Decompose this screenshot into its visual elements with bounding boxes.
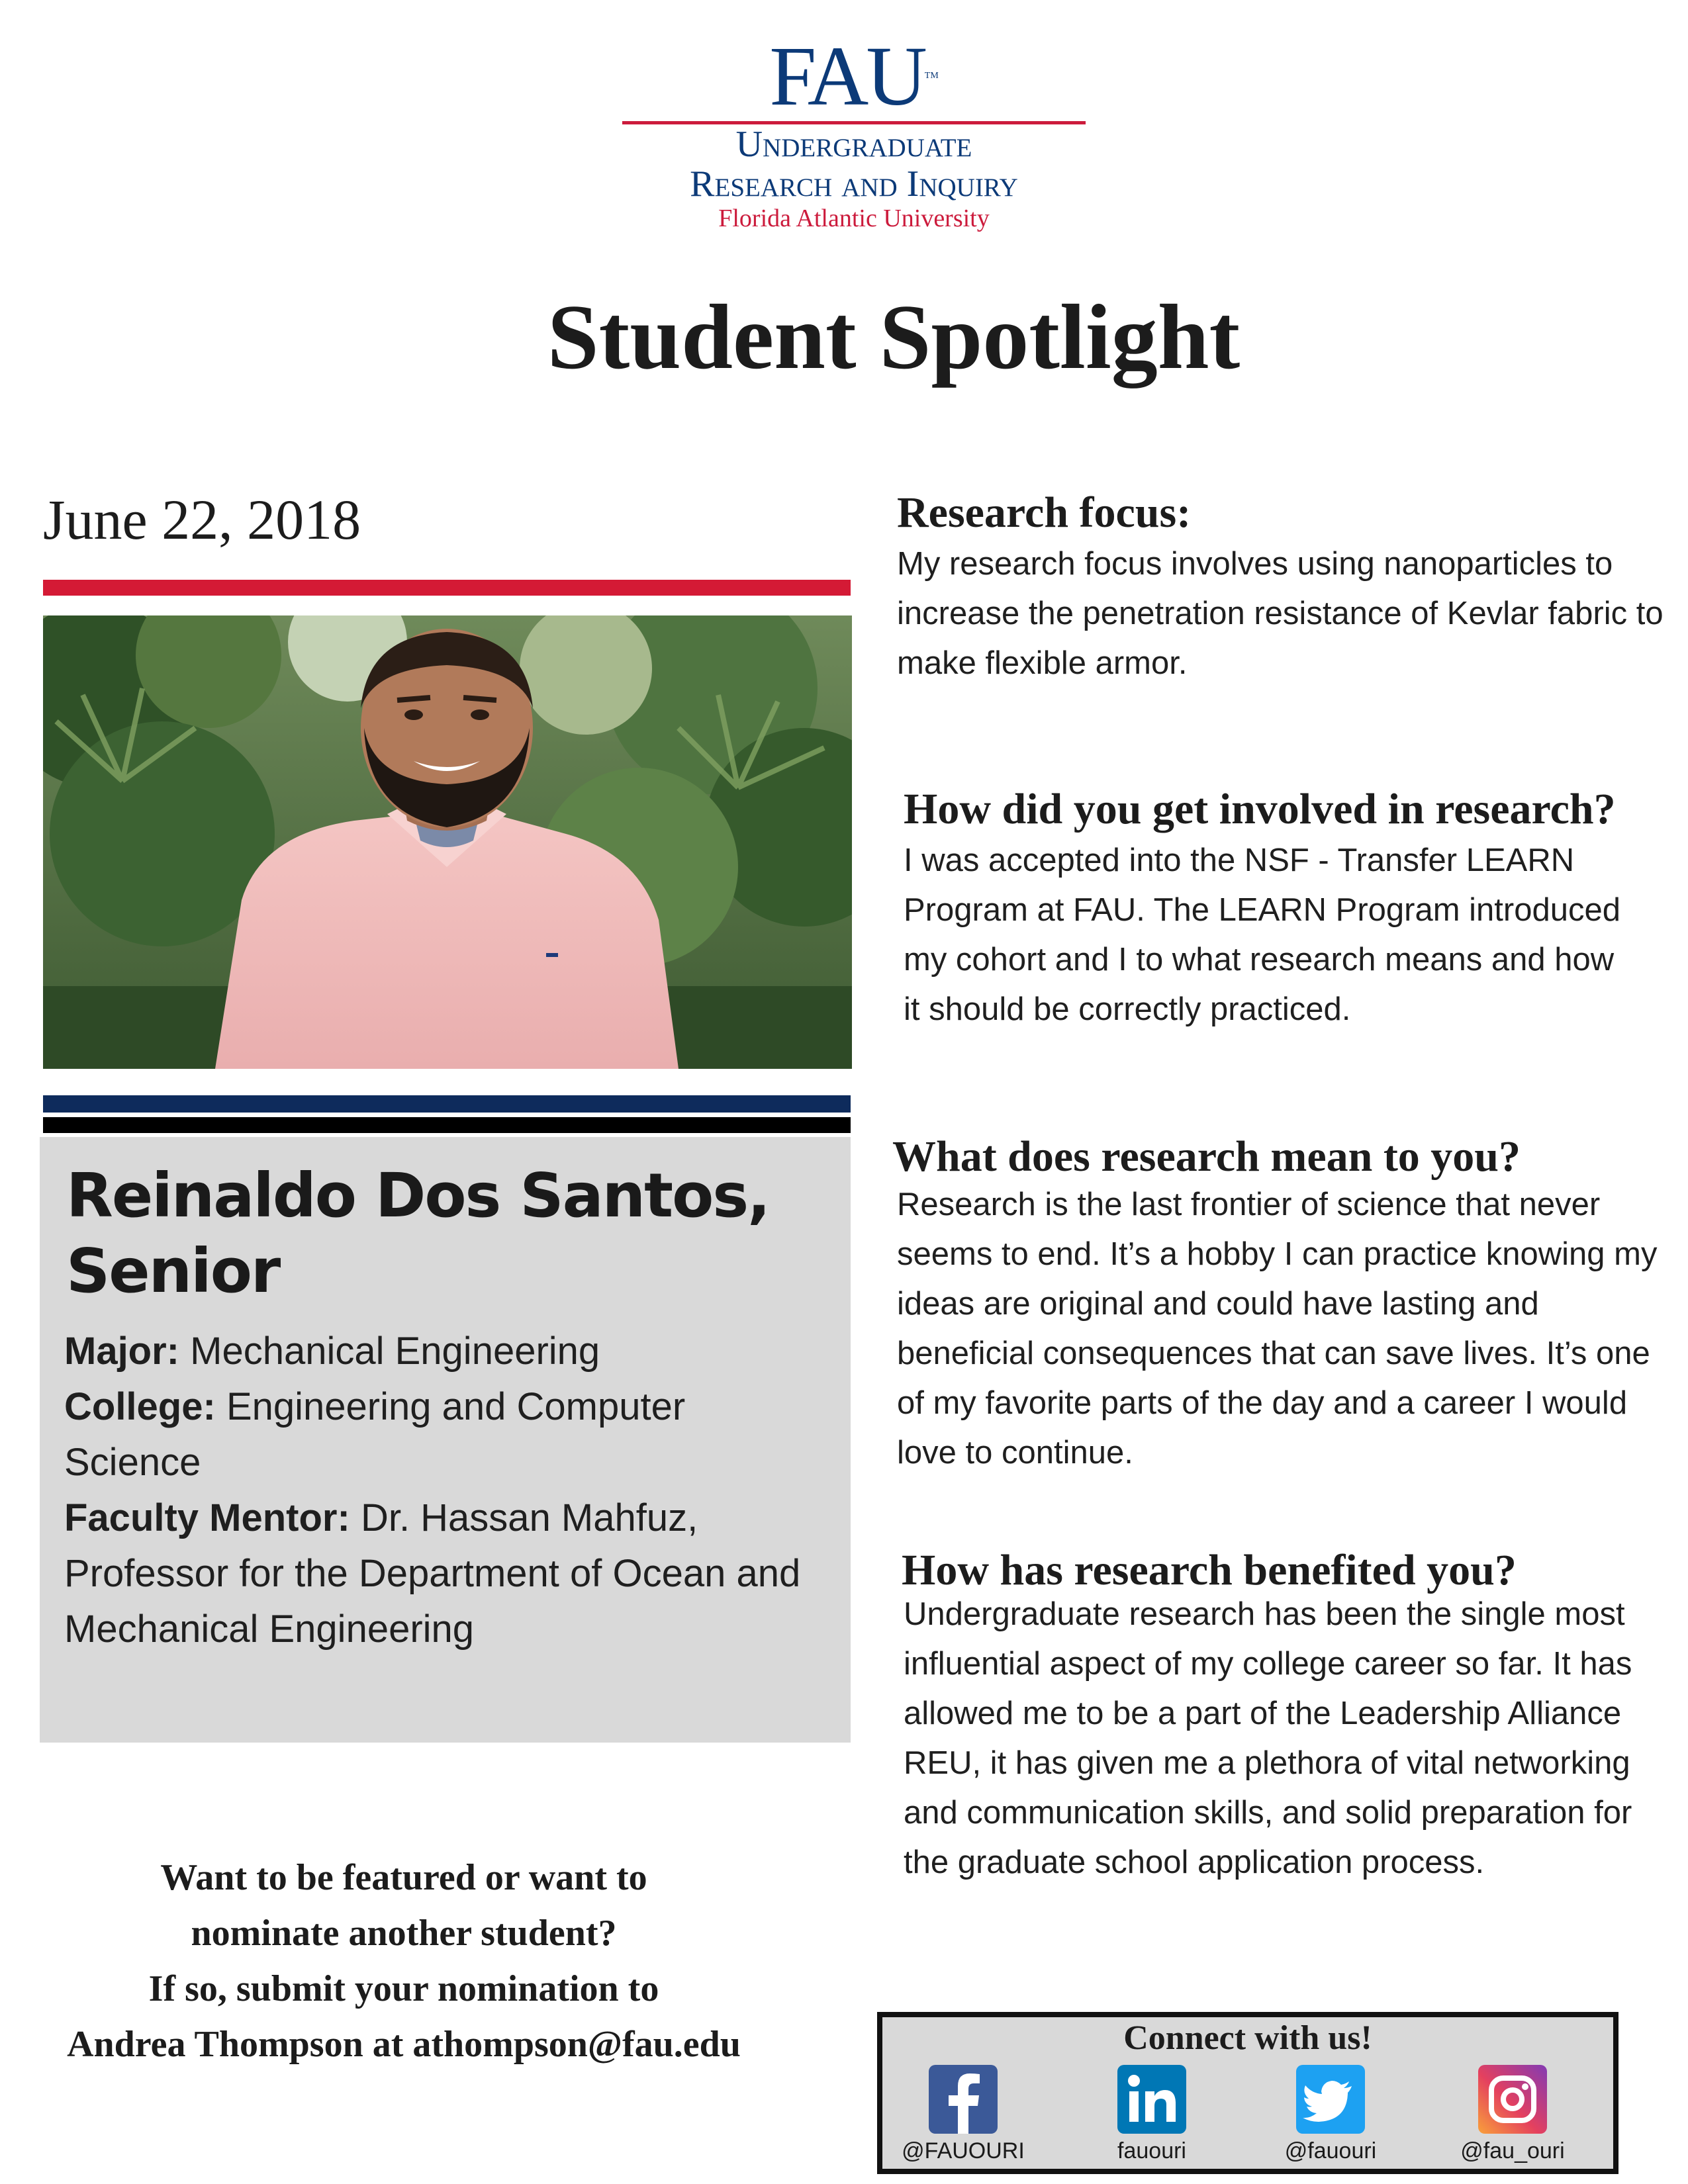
major-label: Major: xyxy=(64,1330,179,1373)
question-get-involved: How did you get involved in research? xyxy=(904,785,1616,833)
instagram-link[interactable] xyxy=(1427,2065,1599,2165)
publish-date: June 22, 2018 xyxy=(43,488,361,551)
question-research-meaning: What does research mean to you? xyxy=(892,1132,1521,1181)
college-value: Engineering and Computer Science xyxy=(64,1385,686,1484)
major-value: Mechanical Engineering xyxy=(190,1330,600,1373)
student-full-name: Reinaldo Dos Santos, xyxy=(66,1160,770,1231)
linkedin-link[interactable] xyxy=(1066,2065,1238,2165)
mentor-value: Dr. Hassan Mahfuz, Professor for the Department of Ocean and Mechanical Engineering xyxy=(64,1496,801,1651)
logo-line-2: Research and Inquiry xyxy=(690,163,1018,205)
facebook-icon[interactable] xyxy=(929,2065,998,2134)
logo-line-3: Florida Atlantic University xyxy=(718,205,990,232)
nomination-line-2: nominate another student? xyxy=(191,1913,617,1954)
connect-title: Connect with us! xyxy=(1123,2019,1372,2057)
nomination-line-3: If so, submit your nomination to xyxy=(148,1968,659,2009)
twitter-icon[interactable] xyxy=(1296,2065,1365,2134)
linkedin-handle: fauouri xyxy=(1117,2138,1186,2163)
question-research-benefit: How has research benefited you? xyxy=(902,1546,1517,1594)
mentor-row xyxy=(64,1490,825,1657)
page-title: Student Spotlight xyxy=(547,286,1241,388)
student-name xyxy=(66,1158,827,1309)
nomination-callout xyxy=(20,1850,788,2072)
twitter-link[interactable] xyxy=(1244,2065,1417,2165)
college-label: College: xyxy=(64,1385,216,1428)
answer-research-benefit: Undergraduate research has been the single most influential aspect of my college career so far. It has allowed me to be a part of the Leadership Alliance REU, it has given me a plethora of vital networking and communication skills, and solid preparation for the graduate school application process. xyxy=(904,1596,1632,1880)
student-details xyxy=(64,1324,825,1657)
logo-line-1: Undergraduate xyxy=(735,124,972,165)
answer-get-involved: I was accepted into the NSF - Transfer LEARN Program at FAU. The LEARN Program introduced my cohort and I to what research means and how it should be correctly practiced. xyxy=(904,842,1621,1027)
mentor-label: Faculty Mentor: xyxy=(64,1496,350,1539)
facebook-link[interactable] xyxy=(877,2065,1049,2165)
college-row xyxy=(64,1379,825,1490)
instagram-icon[interactable] xyxy=(1478,2065,1547,2134)
nomination-line-4: Andrea Thompson at athompson@fau.edu xyxy=(67,2024,741,2065)
linkedin-icon[interactable] xyxy=(1117,2065,1186,2134)
black-divider xyxy=(43,1117,851,1133)
nomination-line-1: Want to be featured or want to xyxy=(160,1857,647,1898)
logo-wordmark: FAU™ xyxy=(769,29,939,123)
fau-logo xyxy=(622,29,1086,232)
navy-divider xyxy=(43,1095,851,1113)
student-level: Senior xyxy=(66,1236,280,1306)
question-research-focus: Research focus: xyxy=(897,488,1192,537)
answer-research-focus: My research focus involves using nanoparticles to increase the penetration resistance of Kevlar fabric to make flexible armor. xyxy=(897,546,1664,681)
student-photo xyxy=(43,615,852,1069)
major-row xyxy=(64,1324,825,1379)
instagram-handle: @fau_ouri xyxy=(1460,2138,1565,2163)
logo-trademark: TM xyxy=(924,71,939,81)
twitter-handle: @fauouri xyxy=(1284,2138,1377,2163)
facebook-handle: @FAUOURI xyxy=(902,2138,1025,2163)
answer-research-meaning: Research is the last frontier of science that never seems to end. It’s a hobby I can practice knowing my ideas are original and could have lasting and beneficial consequences that can save lives. It’s one of my favorite parts of the day and a career I would love to continue. xyxy=(897,1187,1658,1471)
red-divider xyxy=(43,580,851,596)
